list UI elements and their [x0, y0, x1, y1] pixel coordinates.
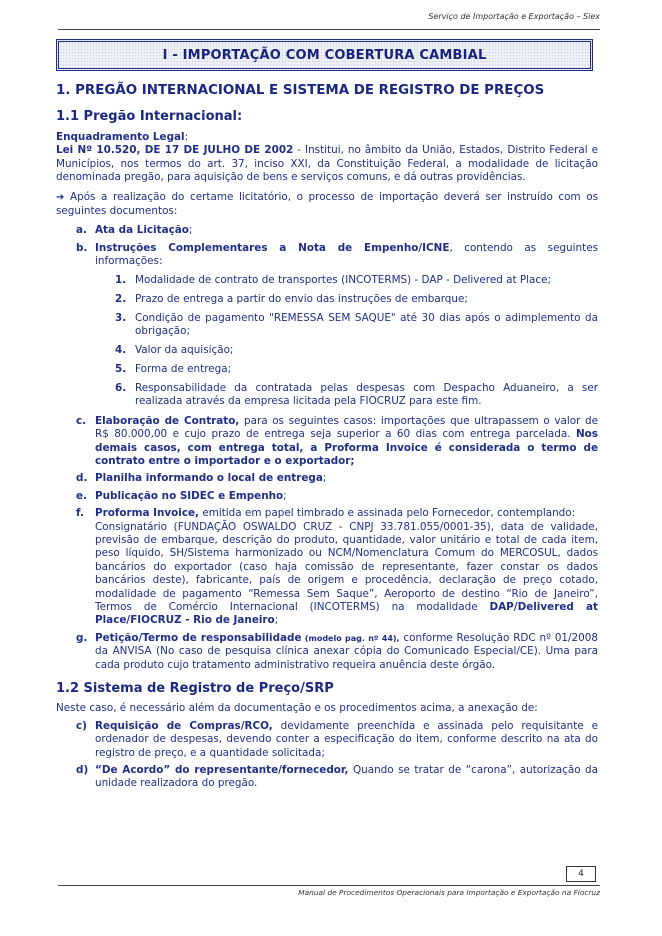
- item-e-bold: Publicação no SIDEC e Empenho: [95, 489, 284, 502]
- intro-text: Após a realização do certame licitatório, o processo de importação deverá ser instruído com os seguintes documentos:: [56, 191, 598, 217]
- section-banner: [56, 39, 593, 71]
- law-paragraph: [56, 144, 598, 184]
- list-item-f: [56, 507, 598, 628]
- section-1-2-heading: 1.2 Sistema de Registro de Preço/SRP: [56, 681, 334, 697]
- list-marker: g.: [76, 631, 88, 644]
- list-marker: a.: [76, 224, 87, 237]
- sub-text: Modalidade de contrato de transportes (INCOTERMS) - DAP - Delivered at Place;: [135, 273, 552, 286]
- sub-marker: 3.: [115, 311, 127, 324]
- item-b-text: , contendo as seguintes informações:: [95, 241, 598, 268]
- srp-item-d-bold: “De Acordo” do representante/fornecedor,: [95, 764, 349, 777]
- item-g-page-ref: (modelo pag. nº 44),: [301, 633, 400, 643]
- page-footer: Manual de Procedimentos Operacionais para Importação e Exportação na Fiocruz: [298, 888, 600, 897]
- list-item-c: [56, 415, 598, 469]
- law-title: Lei Nº 10.520, DE 17 DE JULHO DE 2002: [56, 144, 294, 157]
- sub-item-2: [56, 293, 598, 306]
- sub-marker: 6.: [115, 381, 127, 394]
- item-f-bold: Proforma Invoice,: [95, 507, 200, 520]
- list-item-g: [56, 632, 598, 672]
- sub-item-1: [56, 274, 598, 287]
- list-marker: f.: [76, 507, 84, 520]
- list-marker: d.: [76, 472, 88, 485]
- sub-text: Prazo de entrega a partir do envio das instruções de embarque;: [135, 292, 468, 305]
- item-f-bold-2: DAP/Delivered at Place/FIOCRUZ - Rio de Janeiro: [95, 601, 598, 627]
- srp-intro: Neste caso, é necessário além da documentação e os procedimentos acima, a anexação de:: [56, 702, 538, 715]
- sub-marker: 2.: [115, 292, 127, 305]
- srp-item-c-bold: Requisição de Compras/RCO,: [95, 719, 273, 732]
- srp-item-c: [56, 720, 598, 760]
- sub-marker: 1.: [115, 273, 127, 286]
- section-1-1-heading: 1.1 Pregão Internacional:: [56, 109, 243, 125]
- item-a-bold: Ata da Licitação: [95, 224, 189, 237]
- list-marker: c.: [76, 414, 87, 427]
- sub-item-3: [56, 312, 598, 339]
- sub-marker: 5.: [115, 363, 127, 375]
- sub-text: Valor da aquisição;: [135, 344, 234, 357]
- arrow-right-icon: ➔: [56, 192, 65, 204]
- item-d-bold: Planilha informando o local de entrega: [95, 472, 323, 485]
- sub-item-5: [56, 363, 598, 376]
- section-1-heading: 1. PREGÃO INTERNACIONAL E SISTEMA DE REGISTRO DE PREÇOS: [56, 83, 545, 98]
- item-c-text: para os seguintes casos: importações que ultrapassem o valor de R$ 80.000,00 e cujo prazo de entrega seja superior a 60 dias com entrega parcelada.: [95, 414, 598, 441]
- item-g-text: conforme Resolução RDC nº 01/2008 da ANVISA (No caso de pesquisa clínica anexar cópia do Comunicado Especial/CE). Uma para cada produto cujo tratamento administrativo requeira anuência deste órgão.: [95, 631, 598, 671]
- item-e-text: ;: [283, 489, 287, 502]
- sub-marker: 4.: [115, 344, 127, 357]
- page-number: 4: [566, 866, 596, 882]
- list-marker: c): [76, 719, 87, 732]
- list-item-a: [56, 224, 598, 237]
- srp-item-d: [56, 764, 598, 791]
- list-item-e: [56, 490, 598, 503]
- main-content: [56, 84, 598, 791]
- header-divider: [58, 29, 600, 30]
- item-f-text-2: Consignatário (FUNDAÇÃO OSWALDO CRUZ - CNPJ 33.781.055/0001-35), data de validade, previsão de embarque, descrição do produto, quantidade, valor unitário e total de cada item, peso líquido, SH/Sistema harmonizado ou NCM/Nomenclatura Comum do MERCOSUL, dados bancários do exportador (caso haja comissão de representante, fazer constar os dados bancários deste), fabricante, país de origem e procedência, declaração de preço cotado, modalidade de pagamento “Remessa Sem Saque”, Aeroporto de destino “Rio de Janeiro”, Termos de Comércio Internacional (INCOTERMS) na modalidade: [95, 520, 598, 613]
- item-g-bold: Petição/Termo de responsabilidade: [95, 631, 302, 644]
- item-d-text: ;: [322, 472, 327, 485]
- list-marker: e.: [76, 489, 87, 502]
- sub-text: Condição de pagamento "REMESSA SEM SAQUE" até 30 dias após o adimplemento da obrigação;: [135, 311, 598, 338]
- sub-text: Forma de entrega;: [135, 363, 232, 375]
- list-marker: d): [76, 764, 89, 777]
- law-text: - Institui, no âmbito da União, Estados, Distrito Federal e Municípios, nos termos do art. 37, inciso XXI, da Constituição Federal, a modalidade de licitação denominada pregão, para aquisição de bens e serviços comuns, e dá outras providências.: [56, 144, 598, 184]
- srp-item-d-text: Quando se tratar de “carona”, autorização da unidade realizadora do pregão.: [95, 764, 598, 790]
- legal-colon: :: [184, 130, 189, 143]
- legal-label-line: [56, 131, 598, 144]
- sub-item-6: [56, 382, 598, 409]
- list-item-b: [56, 242, 598, 269]
- intro-paragraph: [56, 191, 598, 218]
- footer-divider: [58, 885, 600, 886]
- item-f-text-3: ;: [274, 614, 279, 627]
- srp-item-c-text: devidamente preenchida e assinada pelo requisitante e ordenador de despesas, devendo conter a especificação do item, conforme descrito na ata do registro de preço, e a quantidade solicitada;: [95, 719, 598, 759]
- item-f-text: emitida em papel timbrado e assinada pelo Fornecedor, contemplando:: [199, 507, 576, 520]
- list-item-d: [56, 472, 598, 485]
- sub-item-4: [56, 344, 598, 357]
- page-header: Serviço de Importação e Exportação – Siex: [428, 12, 600, 21]
- item-c-bold: Elaboração de Contrato,: [95, 414, 240, 427]
- list-marker: b.: [76, 241, 88, 254]
- sub-text: Responsabilidade da contratada pelas despesas com Despacho Aduaneiro, a ser realizada através da empresa licitada pela FIOCRUZ para este fim.: [135, 381, 598, 408]
- item-b-bold: Instruções Complementares a Nota de Empenho/ICNE: [95, 241, 450, 254]
- legal-label: Enquadramento Legal: [56, 130, 185, 143]
- banner-title: I - IMPORTAÇÃO COM COBERTURA CAMBIAL: [162, 47, 487, 63]
- item-a-text: ;: [188, 224, 193, 237]
- item-c-bold-2: Nos demais casos, com entrega total, a Proforma Invoice é considerada o termo de contrato entre o importador e o exportador;: [95, 428, 598, 467]
